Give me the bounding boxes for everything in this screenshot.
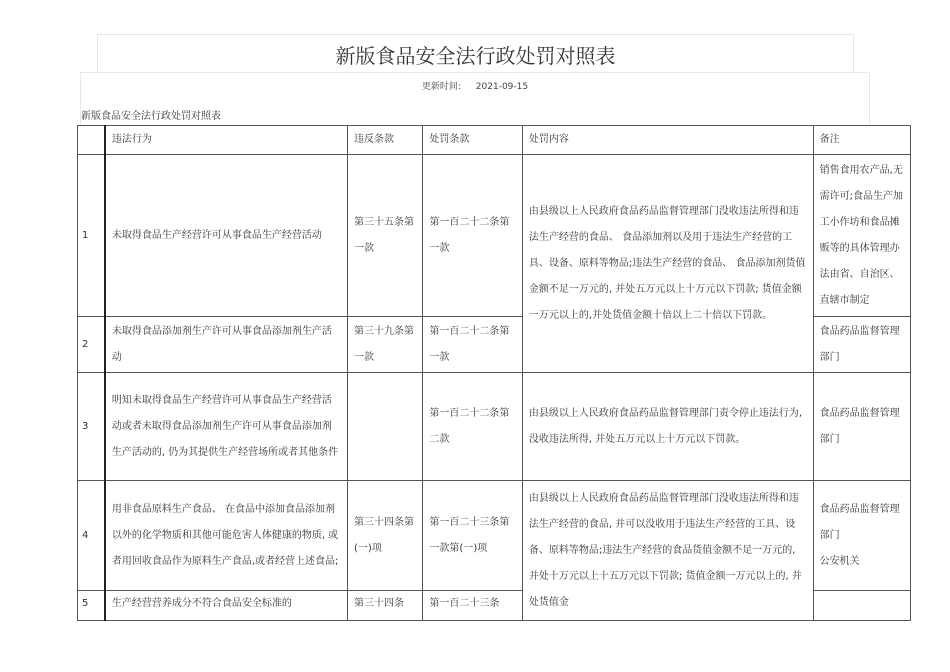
- row-note: 食品药品监督管理部门: [813, 317, 910, 373]
- header-content: 处罚内容: [522, 126, 813, 155]
- row-number: 2: [78, 317, 105, 373]
- header-note: 备注: [813, 126, 910, 155]
- row-content: 由县级以上人民政府食品药品监督管理部门没收违法所得和违法生产经营的食品、 食品添加剂以及用于违法生产经营的工具、设备、原料等物品;违法生产经营的食品、 食品添加剂货值金额不足一万元的, 并处五万元以上十万元以下罚款; 货值金额一万元以上的,并处货值金额十倍以上二十倍以下罚款。: [522, 155, 813, 373]
- row-penalty: 第一百二十三条第一款第(一)项: [423, 481, 522, 591]
- table-row: [78, 155, 911, 317]
- row-content: 由县级以上人民政府食品药品监督管理部门责令停止违法行为, 没收违法所得, 并处五万元以上十万元以下罚款。: [522, 373, 813, 481]
- penalty-table: [77, 125, 911, 621]
- meta-area: [80, 72, 870, 125]
- header-act: 违法行为: [105, 126, 348, 155]
- row-act: 生产经营营养成分不符合食品安全标准的: [105, 591, 348, 621]
- row-penalty: 第一百二十二条第一款: [423, 155, 522, 317]
- update-date: 2021-09-15: [475, 82, 529, 92]
- row-number: 5: [78, 591, 105, 621]
- row-note: 食品药品监督管理部门 公安机关: [813, 481, 910, 591]
- header-violated: 违反条款: [348, 126, 423, 155]
- update-line: [81, 79, 869, 92]
- row-penalty: 第一百二十二条第一款: [423, 317, 522, 373]
- row-note: 销售食用农产品,无需许可;食品生产加工小作坊和食品摊贩等的具体管理办法由省、自治区、直辖市制定: [813, 155, 910, 317]
- row-penalty: 第一百二十二条第二款: [423, 373, 522, 481]
- table-header-row: [78, 126, 911, 155]
- row-violated: [348, 373, 423, 481]
- row-number: 1: [78, 155, 105, 317]
- row-note: 食品药品监督管理部门: [813, 373, 910, 481]
- row-number: 4: [78, 481, 105, 591]
- row-act: 明知未取得食品生产经营许可从事食品生产经营活动或者未取得食品添加剂生产许可从事食品添加剂生产活动的, 仍为其提供生产经营场所或者其他条件: [105, 373, 348, 481]
- page-title: 新版食品安全法行政处罚对照表: [97, 34, 854, 73]
- row-penalty: 第一百二十三条: [423, 591, 522, 621]
- row-violated: 第三十四条: [348, 591, 423, 621]
- table-caption: 新版食品安全法行政处罚对照表: [81, 111, 221, 122]
- row-act: 未取得食品添加剂生产许可从事食品添加剂生产活动: [105, 317, 348, 373]
- table-row: [78, 481, 911, 591]
- row-number: 3: [78, 373, 105, 481]
- row-act: 未取得食品生产经营许可从事食品生产经营活动: [105, 155, 348, 317]
- row-violated: 第三十五条第一款: [348, 155, 423, 317]
- row-act: 用非食品原料生产食品、 在食品中添加食品添加剂以外的化学物质和其他可能危害人体健康的物质, 或者用回收食品作为原料生产食品,或者经营上述食品;: [105, 481, 348, 591]
- update-label: 更新时间:: [421, 82, 461, 92]
- header-penalty: 处罚条款: [423, 126, 522, 155]
- row-violated: 第三十四条第(一)项: [348, 481, 423, 591]
- row-violated: 第三十九条第一款: [348, 317, 423, 373]
- row-content: 由县级以上人民政府食品药品监督管理部门没收违法所得和违法生产经营的食品, 并可以没收用于违法生产经营的工具、设备、原料等物品;违法生产经营的食品货值金额不足一万元的, 并处十万元以上十五万元以下罚款; 货值金额一万元以上的, 并处货值金: [522, 481, 813, 621]
- row-note: [813, 591, 910, 621]
- header-num: [78, 126, 105, 155]
- table-row: [78, 373, 911, 481]
